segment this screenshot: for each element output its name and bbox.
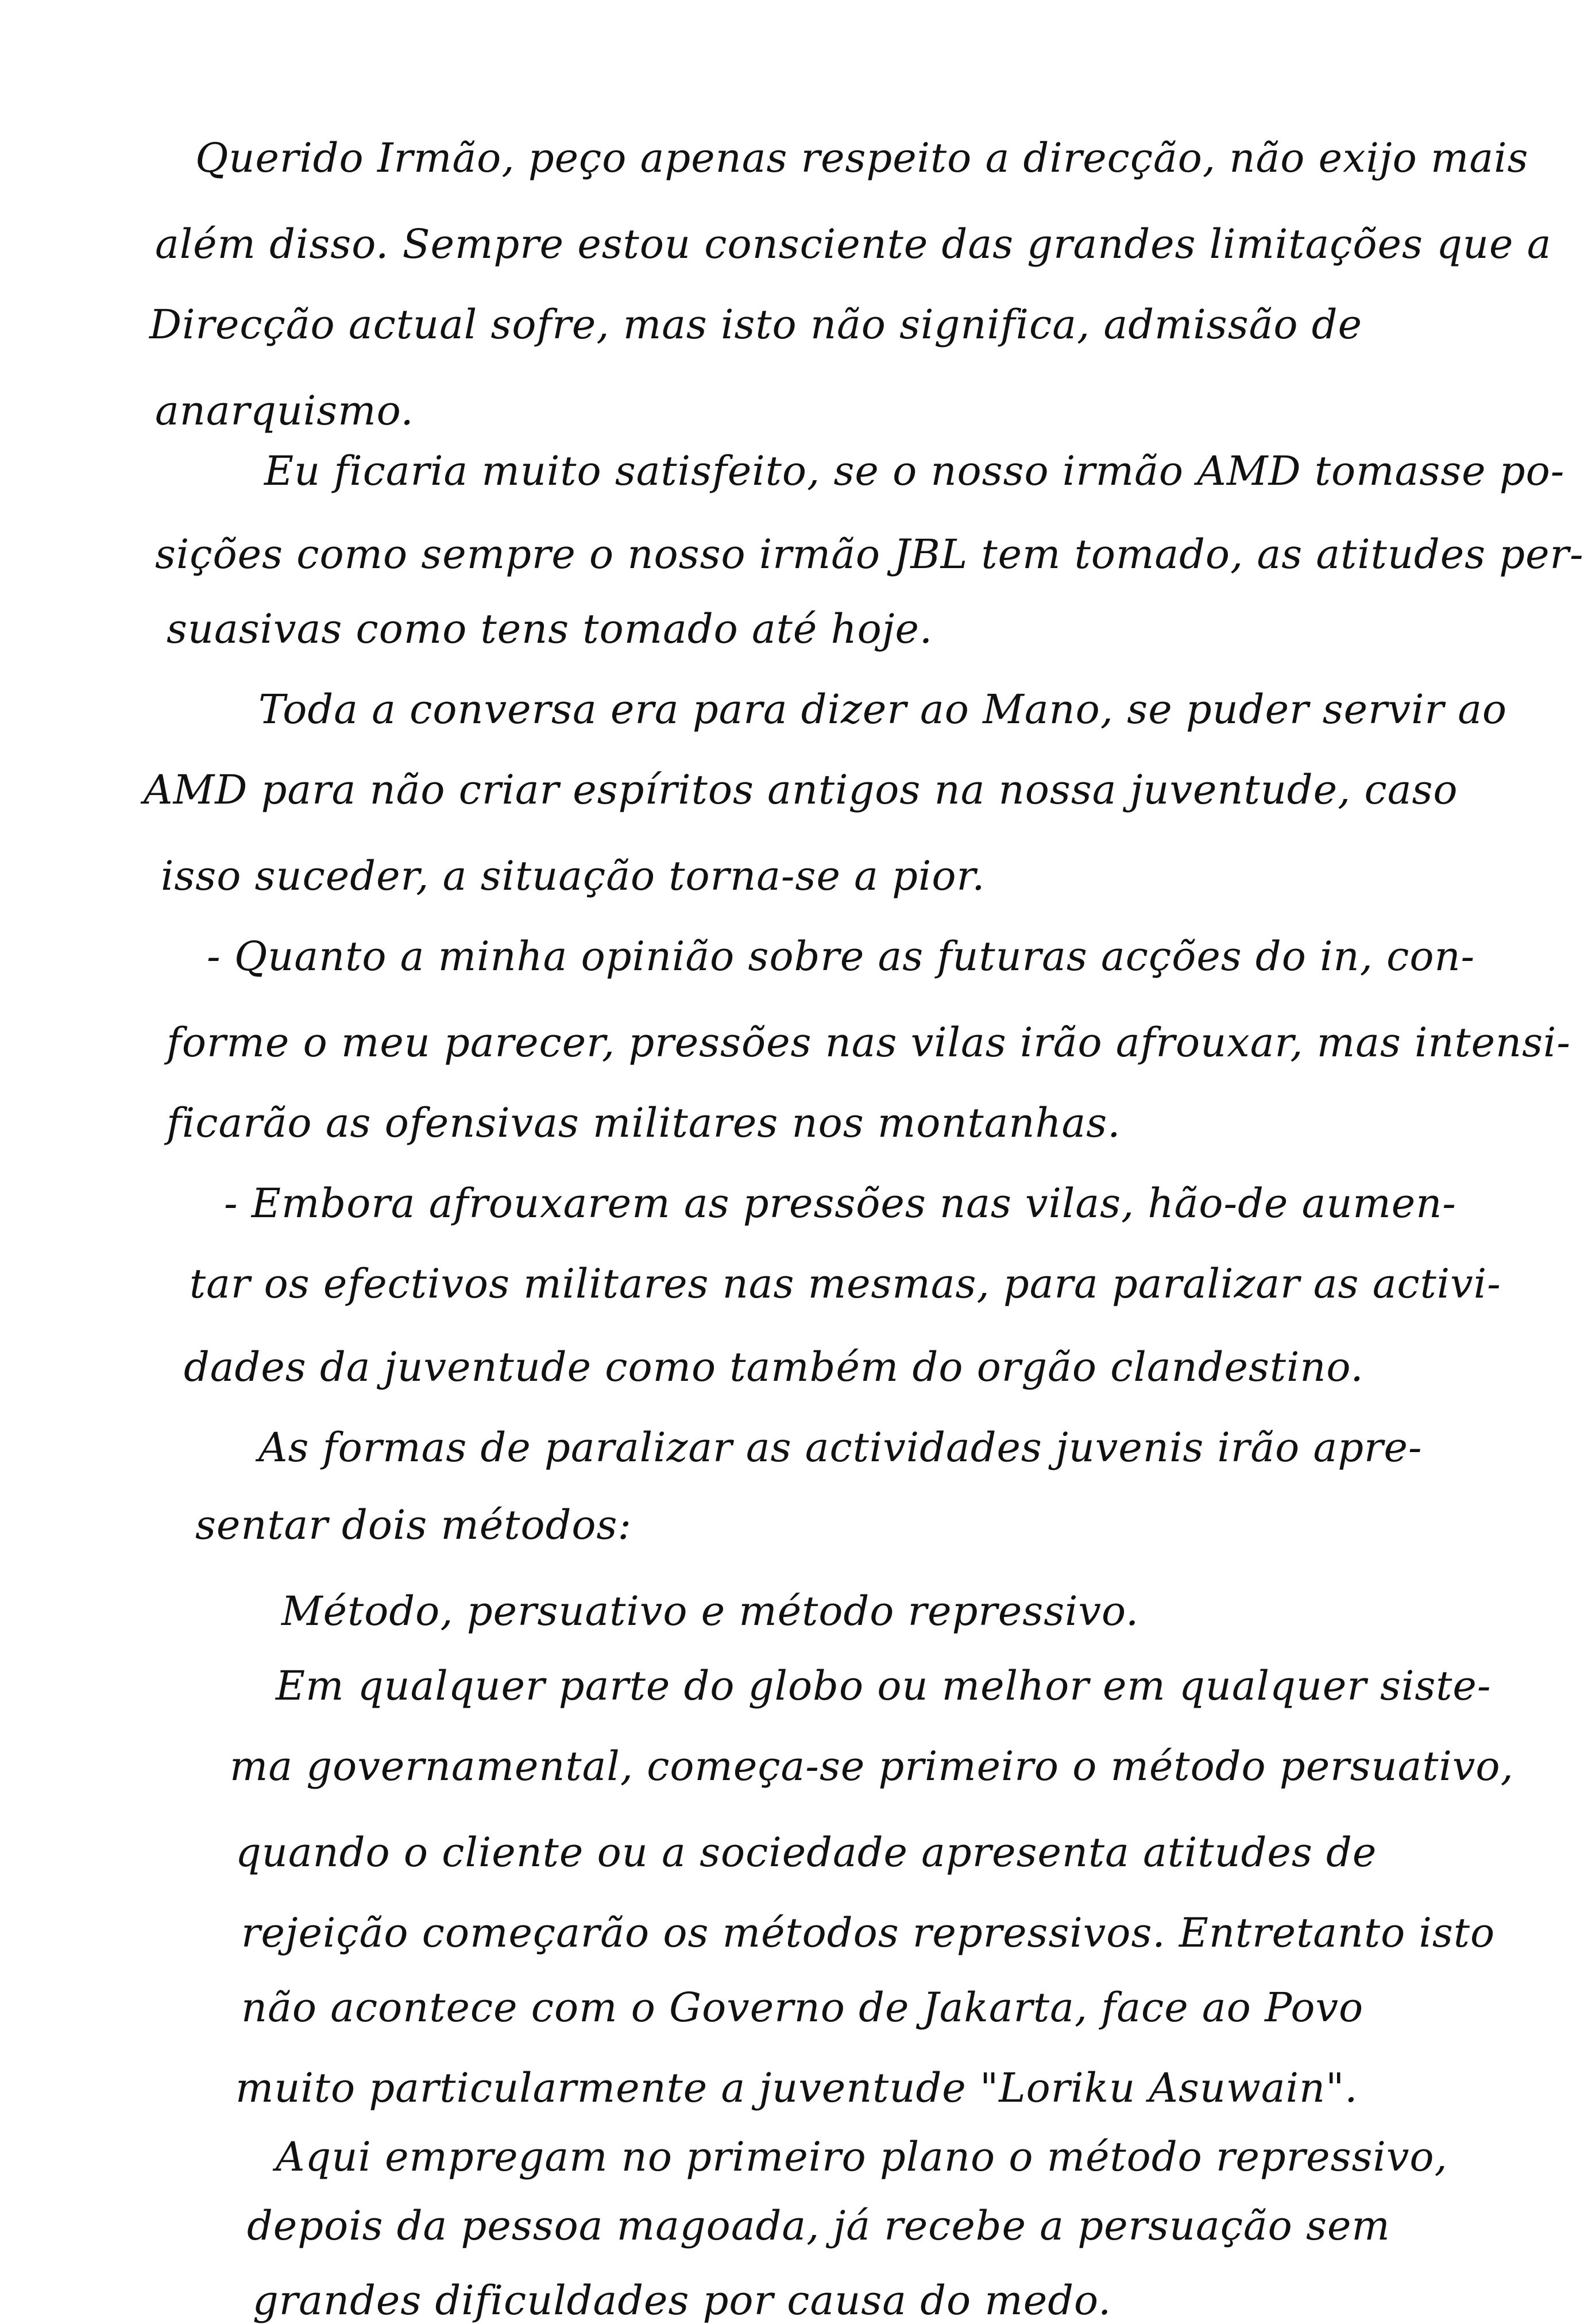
letter-line: Aqui empregam no primeiro plano o método repressivo,: [276, 2133, 1448, 2180]
letter-line: muito particularmente a juventude "Loriku Asuwain".: [235, 2064, 1358, 2111]
letter-line: depois da pessoa magoada, já recebe a persuação sem: [247, 2202, 1390, 2249]
letter-line: Método, persuativo e método repressivo.: [281, 1588, 1139, 1635]
letter-line: Em qualquer parte do globo ou melhor em qualquer siste-: [276, 1662, 1492, 1709]
letter-line: grandes dificuldades por causa do medo.: [253, 2277, 1112, 2324]
letter-line: suasivas como tens tomado até hoje.: [167, 605, 933, 653]
letter-line: - Quanto a minha opinião sobre as futuras acções do in, con-: [207, 933, 1475, 980]
letter-line: dades da juventude como também do orgão clandestino.: [184, 1344, 1364, 1391]
letter-line: sições como sempre o nosso irmão JBL tem tomado, as atitudes per-: [155, 531, 1584, 578]
letter-line: não acontece com o Governo de Jakarta, face ao Povo: [241, 1984, 1364, 2031]
letter-line: além disso. Sempre estou consciente das grandes limitações que a: [155, 221, 1552, 268]
letter-line: AMD para não criar espíritos antigos na nossa juventude, caso: [144, 766, 1458, 813]
letter-line: forme o meu parecer, pressões nas vilas irão afrouxar, mas intensi-: [167, 1019, 1571, 1066]
letter-line: ma governamental, começa-se primeiro o método persuativo,: [230, 1743, 1514, 1790]
letter-line: sentar dois métodos:: [195, 1501, 632, 1549]
letter-line: Toda a conversa era para dizer ao Mano, se puder servir ao: [258, 686, 1508, 733]
letter-line: Eu ficaria muito satisfeito, se o nosso irmão AMD tomasse po-: [264, 447, 1565, 495]
letter-line: quando o cliente ou a sociedade apresenta atitudes de: [235, 1829, 1377, 1876]
letter-line: Direcção actual sofre, mas isto não significa, admissão de: [149, 301, 1362, 348]
letter-line: tar os efectivos militares nas mesmas, para paralizar as activi-: [190, 1260, 1501, 1307]
letter-line: ficarão as ofensivas militares nos montanhas.: [167, 1099, 1121, 1146]
letter-line: As formas de paralizar as actividades juvenis irão apre-: [258, 1424, 1423, 1471]
letter-line: rejeição começarão os métodos repressivos. Entretanto isto: [241, 1909, 1496, 1956]
letter-line: - Embora afrouxarem as pressões nas vilas, hão-de aumen-: [224, 1180, 1456, 1227]
letter-line: isso suceder, a situação torna-se a pior.: [161, 852, 986, 900]
letter-line: Querido Irmão, peço apenas respeito a direcção, não exijo mais: [195, 134, 1529, 182]
letter-line: anarquismo.: [155, 387, 414, 434]
